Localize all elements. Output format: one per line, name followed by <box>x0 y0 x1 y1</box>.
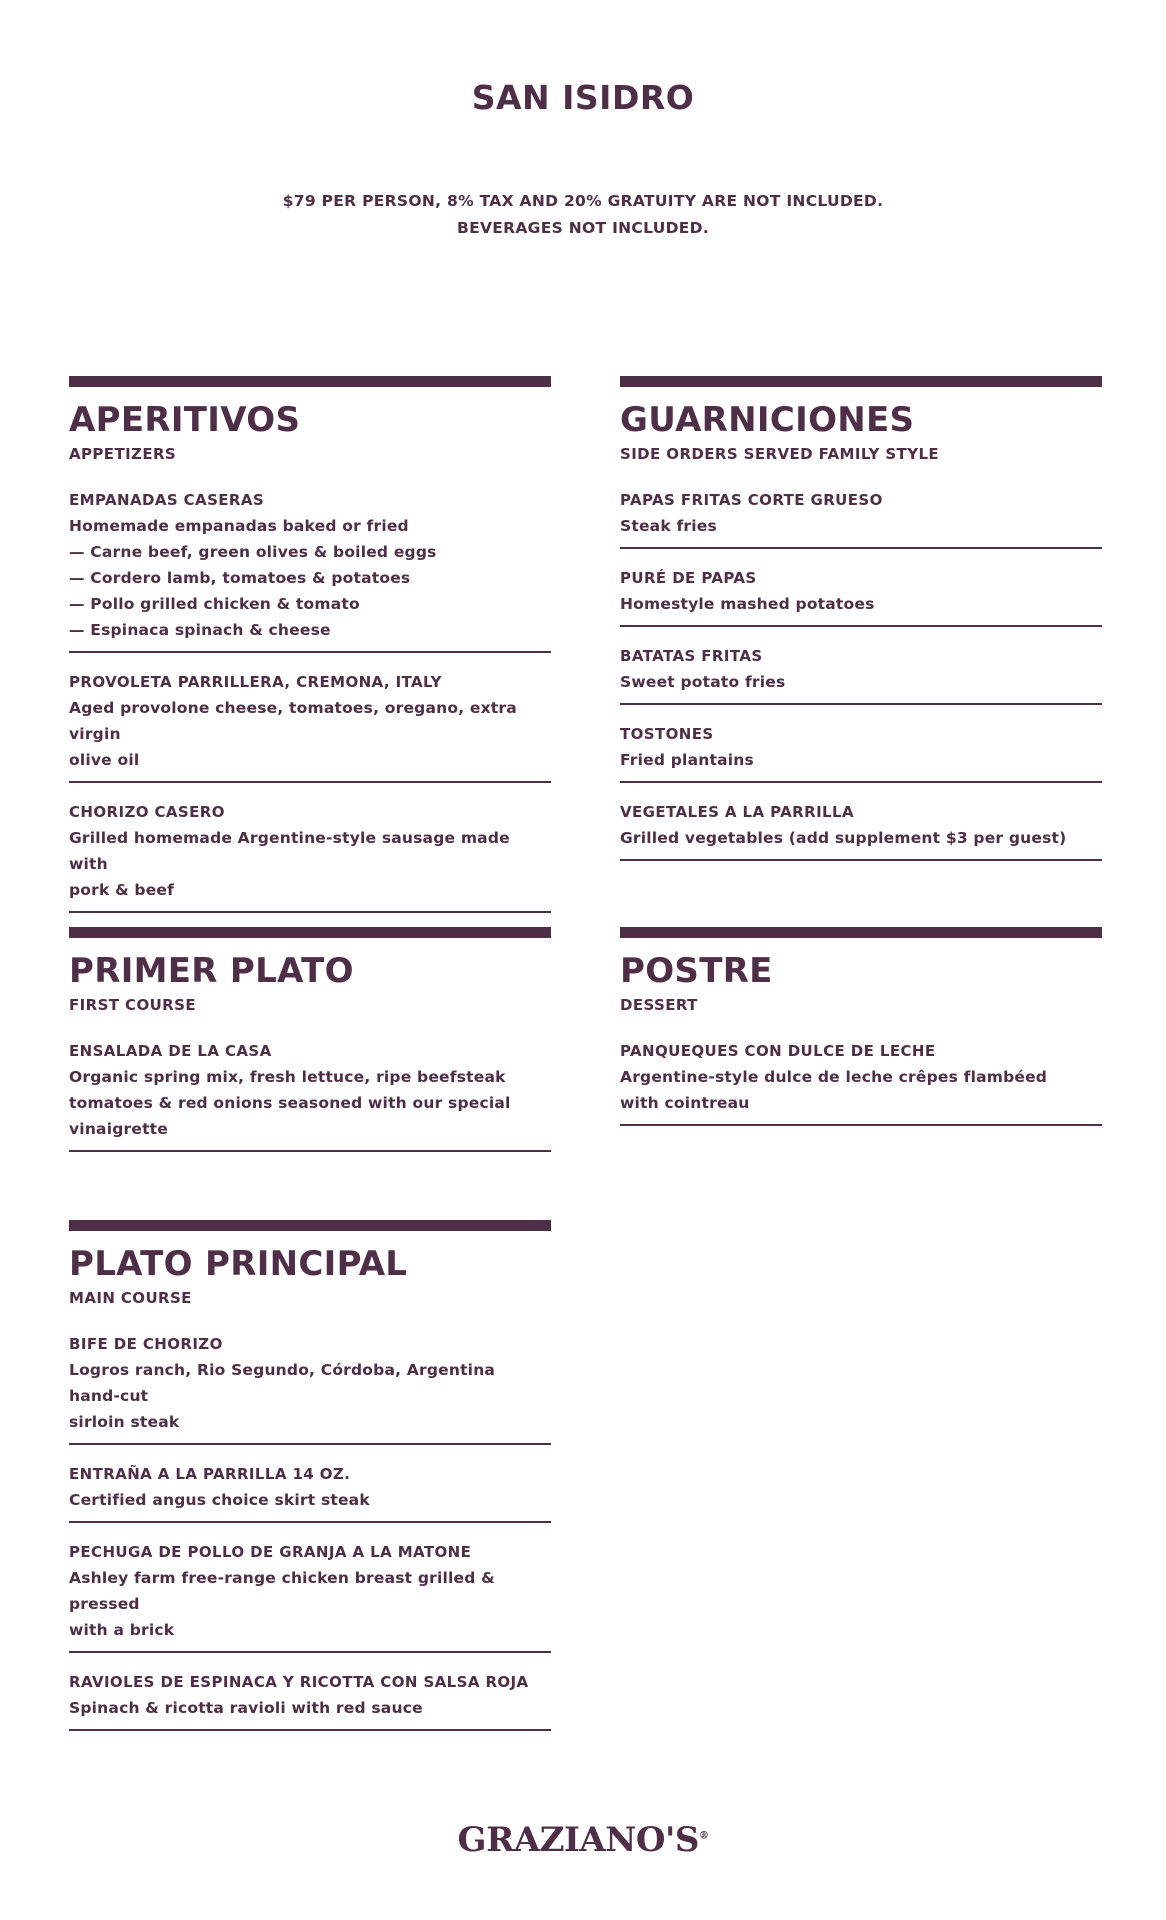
menu-item-name: RAVIOLES DE ESPINACA Y RICOTTA CON SALSA ROJA <box>69 1673 529 1691</box>
menu-item <box>69 1461 551 1523</box>
menu-item-name: BIFE DE CHORIZO <box>69 1335 223 1353</box>
section-title: APERITIVOS <box>69 400 301 440</box>
section-title: PRIMER PLATO <box>69 951 354 991</box>
section-postre <box>620 927 1102 1142</box>
menu-items <box>69 1038 551 1152</box>
menu-item-description: Logros ranch, Rio Segundo, Córdoba, Argentina hand-cut <box>69 1361 496 1405</box>
menu-item-name: ENSALADA DE LA CASA <box>69 1042 272 1060</box>
menu-item-name: PAPAS FRITAS CORTE GRUESO <box>620 491 883 509</box>
menu-item-description: Homestyle mashed potatoes <box>620 595 875 613</box>
menu-item-description: olive oil <box>69 751 140 769</box>
section-subtitle: FIRST COURSE <box>69 996 196 1014</box>
menu-item <box>69 799 551 913</box>
menu-item-description: — Cordero lamb, tomatoes & potatoes <box>69 569 411 587</box>
section-title: POSTRE <box>620 951 773 991</box>
menu-item-name: PROVOLETA PARRILLERA, CREMONA, ITALY <box>69 673 442 691</box>
menu-items <box>620 487 1102 861</box>
section-bar <box>69 927 551 938</box>
menu-items <box>69 487 551 913</box>
menu-item-description: Certified angus choice skirt steak <box>69 1491 370 1509</box>
menu-item-description: Organic spring mix, fresh lettuce, ripe beefsteak <box>69 1068 506 1086</box>
menu-item <box>620 799 1102 861</box>
menu-item-description: Steak fries <box>620 517 717 535</box>
section-bar <box>69 1220 551 1231</box>
menu-item <box>69 1539 551 1653</box>
menu-item <box>620 565 1102 627</box>
menu-item-description: Homemade empanadas baked or fried <box>69 517 409 535</box>
section-subtitle: DESSERT <box>620 996 698 1014</box>
menu-item-description: Sweet potato fries <box>620 673 786 691</box>
menu-item-description: Grilled vegetables (add supplement $3 per guest) <box>620 829 1067 847</box>
section-subtitle: SIDE ORDERS SERVED FAMILY STYLE <box>620 445 940 463</box>
menu-item-description: Aged provolone cheese, tomatoes, oregano, extra virgin <box>69 699 517 743</box>
registered-mark: ® <box>698 1830 709 1842</box>
menu-item <box>69 1331 551 1445</box>
menu-item-description: Fried plantains <box>620 751 754 769</box>
menu-item <box>620 1038 1102 1126</box>
menu-items <box>620 1038 1102 1126</box>
menu-item-description: — Carne beef, green olives & boiled eggs <box>69 543 437 561</box>
section-aperitivos <box>69 376 551 929</box>
menu-item-description: sirloin steak <box>69 1413 180 1431</box>
menu-item-name: VEGETALES A LA PARRILLA <box>620 803 854 821</box>
section-bar <box>69 376 551 387</box>
pricing-note-line1: $79 PER PERSON, 8% TAX AND 20% GRATUITY ARE NOT INCLUDED. <box>282 192 884 210</box>
menu-item-name: TOSTONES <box>620 725 714 743</box>
section-plato-principal <box>69 1220 551 1747</box>
menu-item-description: Grilled homemade Argentine-style sausage made with <box>69 829 510 873</box>
menu-item-name: EMPANADAS CASERAS <box>69 491 265 509</box>
menu-item-description: Argentine-style dulce de leche crêpes flambéed <box>620 1068 1048 1086</box>
menu-item-description: — Pollo grilled chicken & tomato <box>69 595 360 613</box>
menu-item <box>620 643 1102 705</box>
menu-item-description: with a brick <box>69 1621 175 1639</box>
menu-item-name: CHORIZO CASERO <box>69 803 225 821</box>
pricing-note <box>0 188 1166 242</box>
section-title: GUARNICIONES <box>620 400 915 440</box>
menu-item-description: — Espinaca spinach & cheese <box>69 621 331 639</box>
section-primer-plato <box>69 927 551 1168</box>
menu-items <box>69 1331 551 1731</box>
section-subtitle: MAIN COURSE <box>69 1289 192 1307</box>
menu-item-name: PURÉ DE PAPAS <box>620 569 757 587</box>
menu-item <box>620 721 1102 783</box>
section-guarniciones <box>620 376 1102 877</box>
menu-item <box>69 669 551 783</box>
menu-item-description: pork & beef <box>69 881 175 899</box>
menu-item-description: tomatoes & red onions seasoned with our special <box>69 1094 511 1112</box>
section-title: PLATO PRINCIPAL <box>69 1244 408 1284</box>
section-subtitle: APPETIZERS <box>69 445 177 463</box>
menu-item <box>69 487 551 653</box>
menu-item-name: ENTRAÑA A LA PARRILLA 14 OZ. <box>69 1465 351 1483</box>
page-title: SAN ISIDRO <box>471 78 695 117</box>
menu-item-name: PECHUGA DE POLLO DE GRANJA A LA MATONE <box>69 1543 472 1561</box>
menu-item-name: PANQUEQUES CON DULCE DE LECHE <box>620 1042 936 1060</box>
menu-item-description: vinaigrette <box>69 1120 169 1138</box>
menu-item-description: Spinach & ricotta ravioli with red sauce <box>69 1699 423 1717</box>
menu-item <box>620 487 1102 549</box>
graziano-logo <box>0 1820 1166 1860</box>
menu-item <box>69 1038 551 1152</box>
menu-item-name: BATATAS FRITAS <box>620 647 763 665</box>
pricing-note-line2: BEVERAGES NOT INCLUDED. <box>456 219 710 237</box>
section-bar <box>620 927 1102 938</box>
menu-item-description: with cointreau <box>620 1094 750 1112</box>
menu-item-description: Ashley farm free-range chicken breast grilled & pressed <box>69 1569 495 1613</box>
logo-text: GRAZIANO'S <box>457 1820 699 1860</box>
section-bar <box>620 376 1102 387</box>
menu-item <box>69 1669 551 1731</box>
